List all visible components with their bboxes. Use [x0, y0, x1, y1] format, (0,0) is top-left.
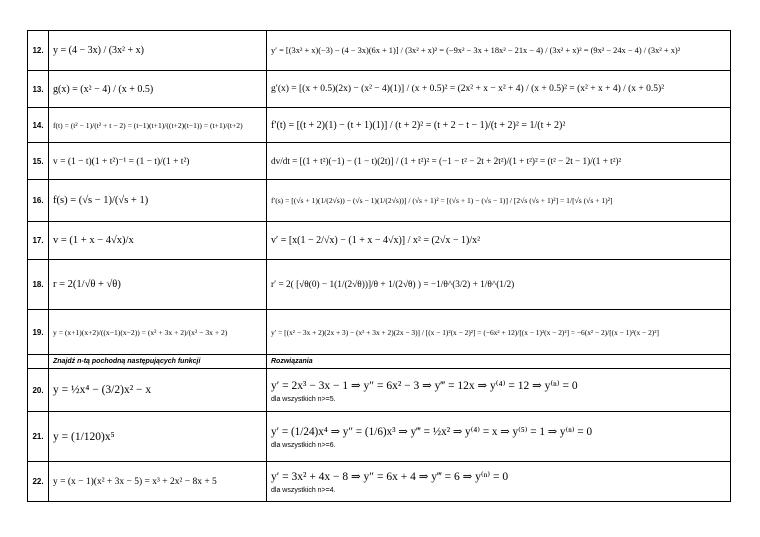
solution-cell: f′(t) = [(t + 2)(1) − (t + 1)(1)] / (t + 2)² = (t + 2 − t − 1)/(t + 2)² = 1/(t + 2)² — [267, 108, 731, 143]
solution-note: dla wszystkich n>=4. — [271, 487, 336, 494]
function-cell: v = (1 − t)(1 + t²)⁻¹ = (1 − t)/(1 + t²) — [49, 143, 267, 180]
solution-cell — [267, 412, 731, 462]
table-row — [28, 143, 731, 180]
function-cell: y = (4 − 3x) / (3x² + x) — [49, 31, 267, 71]
solution-note: dla wszystkich n>=5. — [271, 395, 336, 403]
row-number: 13. — [28, 71, 49, 108]
function-cell: r = 2(1/√θ + √θ) — [49, 260, 267, 310]
table-row — [28, 462, 731, 502]
row-number: 14. — [28, 108, 49, 143]
table-row — [28, 369, 731, 412]
header-solutions: Rozwiązania — [267, 355, 731, 369]
table-row — [28, 180, 731, 222]
row-number: 15. — [28, 143, 49, 180]
row-number: 21. — [28, 412, 49, 462]
table-row — [28, 71, 731, 108]
row-number: 18. — [28, 260, 49, 310]
solution-cell — [267, 462, 731, 502]
function-cell: y = (x − 1)(x² + 3x − 5) = x³ + 2x² − 8x + 5 — [49, 462, 267, 502]
function-cell: y = (x+1)(x+2)/((x−1)(x−2)) = (x² + 3x + 2)/(x² − 3x + 2) — [49, 310, 267, 355]
solution-formula: y′ = 2x³ − 3x − 1 ⇒ y″ = 6x² − 3 ⇒ y‴ = 12x ⇒ y⁽⁴⁾ = 12 ⇒ y⁽ⁿ⁾ = 0 — [271, 379, 578, 392]
derivatives-table — [27, 30, 731, 502]
solution-formula: y′ = (1/24)x⁴ ⇒ y″ = (1/6)x³ ⇒ y‴ = ½x² ⇒ y⁽⁴⁾ = x ⇒ y⁽⁵⁾ = 1 ⇒ y⁽ⁿ⁾ = 0 — [271, 425, 593, 438]
header-empty-cell — [28, 355, 49, 369]
function-cell: v = (1 + x − 4√x)/x — [49, 222, 267, 260]
function-cell: g(x) = (x² − 4) / (x + 0.5) — [49, 71, 267, 108]
row-number: 12. — [28, 31, 49, 71]
table-row — [28, 222, 731, 260]
solution-cell: r′ = 2( [√θ(0) − 1(1/(2√θ))]/θ + 1/(2√θ) ) = −1/θ^(3/2) + 1/θ^(1/2) — [267, 260, 731, 310]
table-row — [28, 412, 731, 462]
header-task: Znajdź n-tą pochodną następujących funkcji — [49, 355, 267, 369]
function-cell: y = (1/120)x⁵ — [49, 412, 267, 462]
solution-cell: g′(x) = [(x + 0.5)(2x) − (x² − 4)(1)] / (x + 0.5)² = (2x² + x − x² + 4) / (x + 0.5)² = (x² + x + 4) / (x + 0.5)² — [267, 71, 731, 108]
solution-cell: dv/dt = [(1 + t²)(−1) − (1 − t)(2t)] / (1 + t²)² = (−1 − t² − 2t + 2t²)/(1 + t²)² = (t² − 2t − 1)/(1 + t²)² — [267, 143, 731, 180]
row-number: 22. — [28, 462, 49, 502]
solution-formula: y′ = 3x² + 4x − 8 ⇒ y″ = 6x + 4 ⇒ y‴ = 6 ⇒ y⁽ⁿ⁾ = 0 — [271, 471, 509, 483]
solution-cell — [267, 369, 731, 412]
table-row — [28, 260, 731, 310]
solution-cell: y′ = [(3x² + x)(−3) − (4 − 3x)(6x + 1)] / (3x² + x)² = (−9x² − 3x + 18x² − 21x − 4) / (3x² + x)² = (9x² − 24x − 4) / (3x² + x)² — [267, 31, 731, 71]
row-number: 19. — [28, 310, 49, 355]
row-number: 16. — [28, 180, 49, 222]
solution-cell: f′(s) = [(√s + 1)(1/(2√s)) − (√s − 1)(1/(2√s))] / (√s + 1)² = [(√s + 1) − (√s − 1)] / [2√s (√s + 1)²] = 1/[√s (√s + 1)²] — [267, 180, 731, 222]
section-header-row — [28, 355, 731, 369]
table-row — [28, 108, 731, 143]
function-cell: f(t) = (t² − 1)/(t² + t − 2) = (t−1)(t+1)/((t+2)(t−1)) = (t+1)/(t+2) — [49, 108, 267, 143]
row-number: 17. — [28, 222, 49, 260]
solution-cell: v′ = [x(1 − 2/√x) − (1 + x − 4√x)] / x² = (2√x − 1)/x² — [267, 222, 731, 260]
solution-cell: y′ = [(x² − 3x + 2)(2x + 3) − (x² + 3x + 2)(2x − 3)] / [(x − 1)²(x − 2)²] = (−6x² + 12)/[(x − 1)²(x − 2)²] = −6(x² − 2)/[(x − 1)²(x − 2)²] — [267, 310, 731, 355]
table-row — [28, 310, 731, 355]
table-row — [28, 31, 731, 71]
function-cell: f(s) = (√s − 1)/(√s + 1) — [49, 180, 267, 222]
row-number: 20. — [28, 369, 49, 412]
solution-note: dla wszystkich n>=6. — [271, 441, 336, 449]
function-cell: y = ½x⁴ − (3/2)x² − x — [49, 369, 267, 412]
